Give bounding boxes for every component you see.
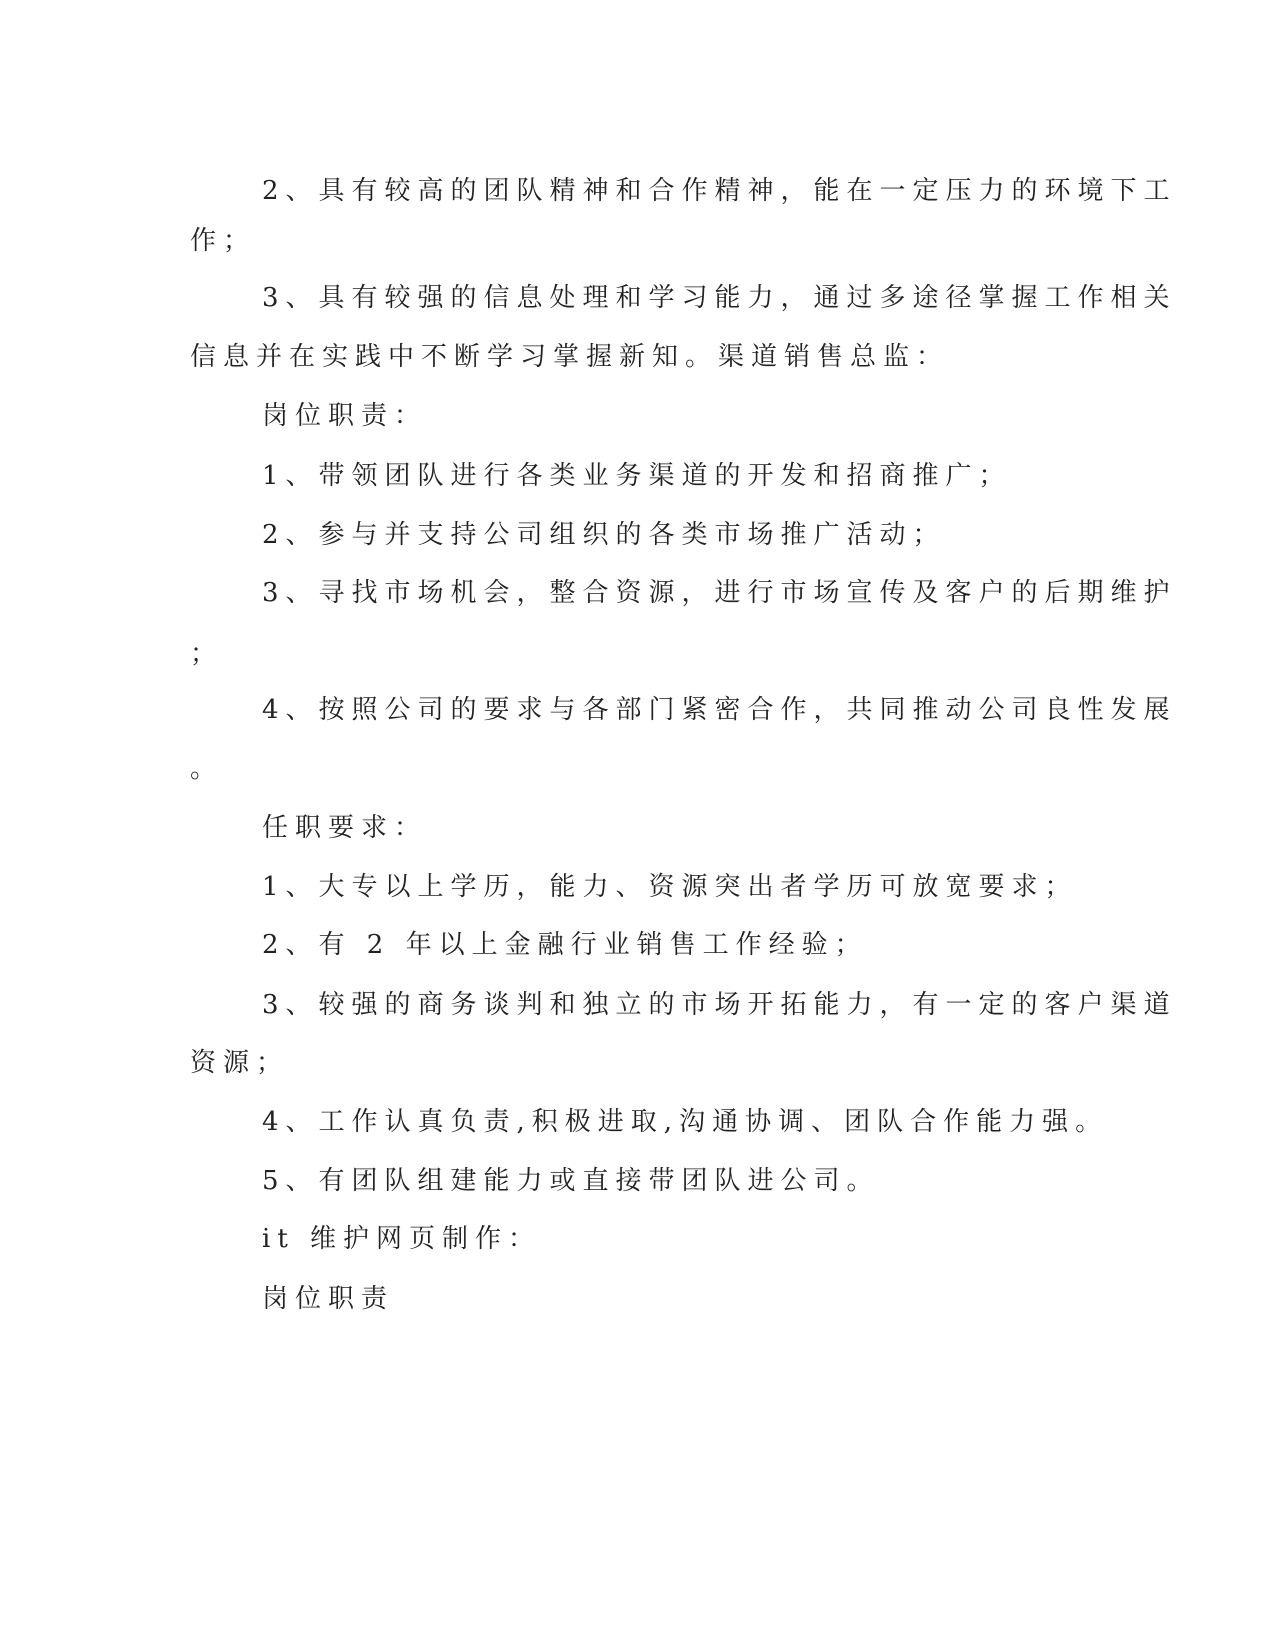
text-line: 作； xyxy=(190,226,257,256)
text-line: 1、大专以上学历，能力、资源突出者学历可放宽要求； xyxy=(262,872,1078,902)
text-line: 4、工作认真负责,积极进取,沟通协调、团队合作能力强。 xyxy=(262,1107,1109,1137)
text-line: 。 xyxy=(190,754,224,784)
text-line: 2、具有较高的团队精神和合作精神，能在一定压力的环境下工 xyxy=(262,176,1177,206)
text-line: 信息并在实践中不断学习掌握新知。渠道销售总监： xyxy=(190,342,950,372)
text-line: ； xyxy=(190,639,224,669)
text-line: 3、较强的商务谈判和独立的市场开拓能力，有一定的客户渠道 xyxy=(262,990,1177,1020)
text-line: 3、具有较强的信息处理和学习能力，通过多途径掌握工作相关 xyxy=(262,283,1177,313)
text-line: 2、有 2 年以上金融行业销售工作经验； xyxy=(262,930,868,960)
text-line: 3、寻找市场机会，整合资源，进行市场宣传及客户的后期维护 xyxy=(262,578,1177,608)
section-heading: 岗位职责 xyxy=(262,1284,395,1314)
section-heading: it 维护网页制作： xyxy=(262,1224,542,1254)
text-line: 资源； xyxy=(190,1048,290,1078)
section-heading: 任职要求： xyxy=(262,813,428,843)
text-line: 5、有团队组建能力或直接带团队进公司。 xyxy=(262,1166,880,1196)
text-line: 1、带领团队进行各类业务渠道的开发和招商推广； xyxy=(262,461,1012,491)
text-line: 4、按照公司的要求与各部门紧密合作，共同推动公司良性发展 xyxy=(262,695,1177,725)
section-heading: 岗位职责： xyxy=(262,401,428,431)
text-line: 2、参与并支持公司组织的各类市场推广活动； xyxy=(262,520,946,550)
